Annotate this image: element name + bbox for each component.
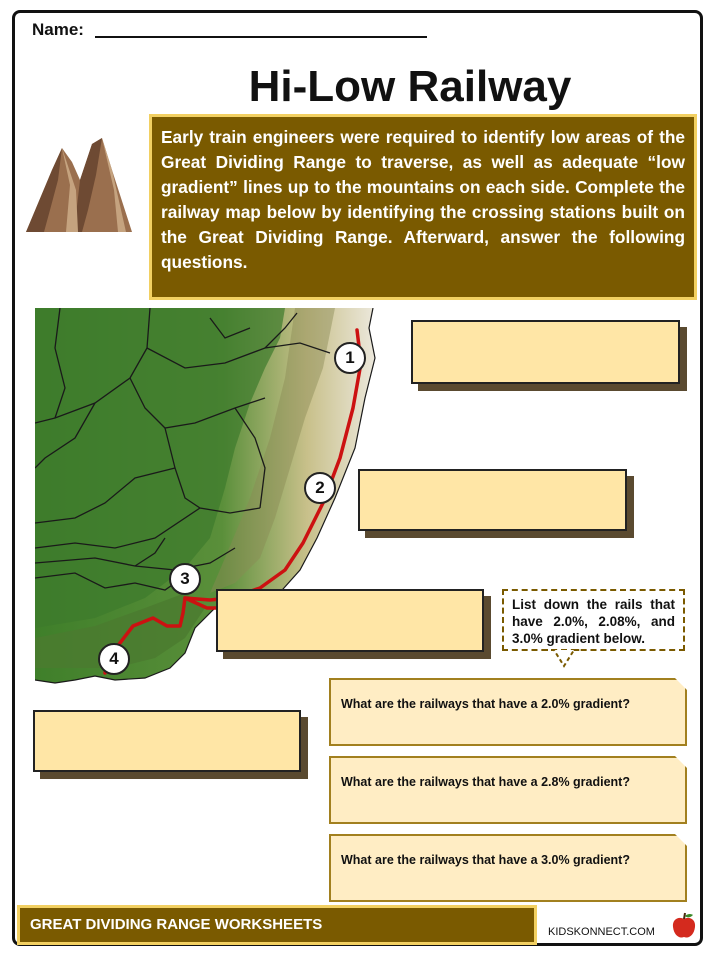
answer-box-2[interactable] [358,469,627,531]
question-text: What are the railways that have a 2.0% gradient? [341,697,630,711]
question-box-2-8[interactable] [329,756,687,824]
apple-logo-icon [669,911,699,941]
callout-tail [544,649,586,669]
site-credit: KIDSKONNECT.COM [548,926,655,938]
instructions-box: Early train engineers were required to identify low areas of the Great Dividing Range to traverse, as well as adequate “low gradient” lines up to the mountains on each side. Complete the railway map below by identifying the crossing stations built on the Great Dividing Range. Afterward, answer the following questions. [149,114,697,300]
gradient-callout: List down the rails that have 2.0%, 2.08%, and 3.0% gradient below. [502,589,685,651]
name-input-line[interactable] [95,20,427,38]
name-label: Name: [32,20,84,39]
map-marker-2: 2 [304,472,336,504]
page-title: Hi-Low Railway [248,62,572,111]
question-box-3-0[interactable] [329,834,687,902]
answer-box-3[interactable] [216,589,484,652]
map-marker-3: 3 [169,563,201,595]
map-marker-1: 1 [334,342,366,374]
footer-banner: GREAT DIVIDING RANGE WORKSHEETS [17,905,537,945]
answer-box-1[interactable] [411,320,680,384]
name-row [32,20,427,40]
mountain-icon [22,130,137,235]
map-marker-4: 4 [98,643,130,675]
question-text: What are the railways that have a 3.0% gradient? [341,853,630,867]
question-box-2-0[interactable] [329,678,687,746]
question-text: What are the railways that have a 2.8% gradient? [341,775,630,789]
answer-box-4[interactable] [33,710,301,772]
